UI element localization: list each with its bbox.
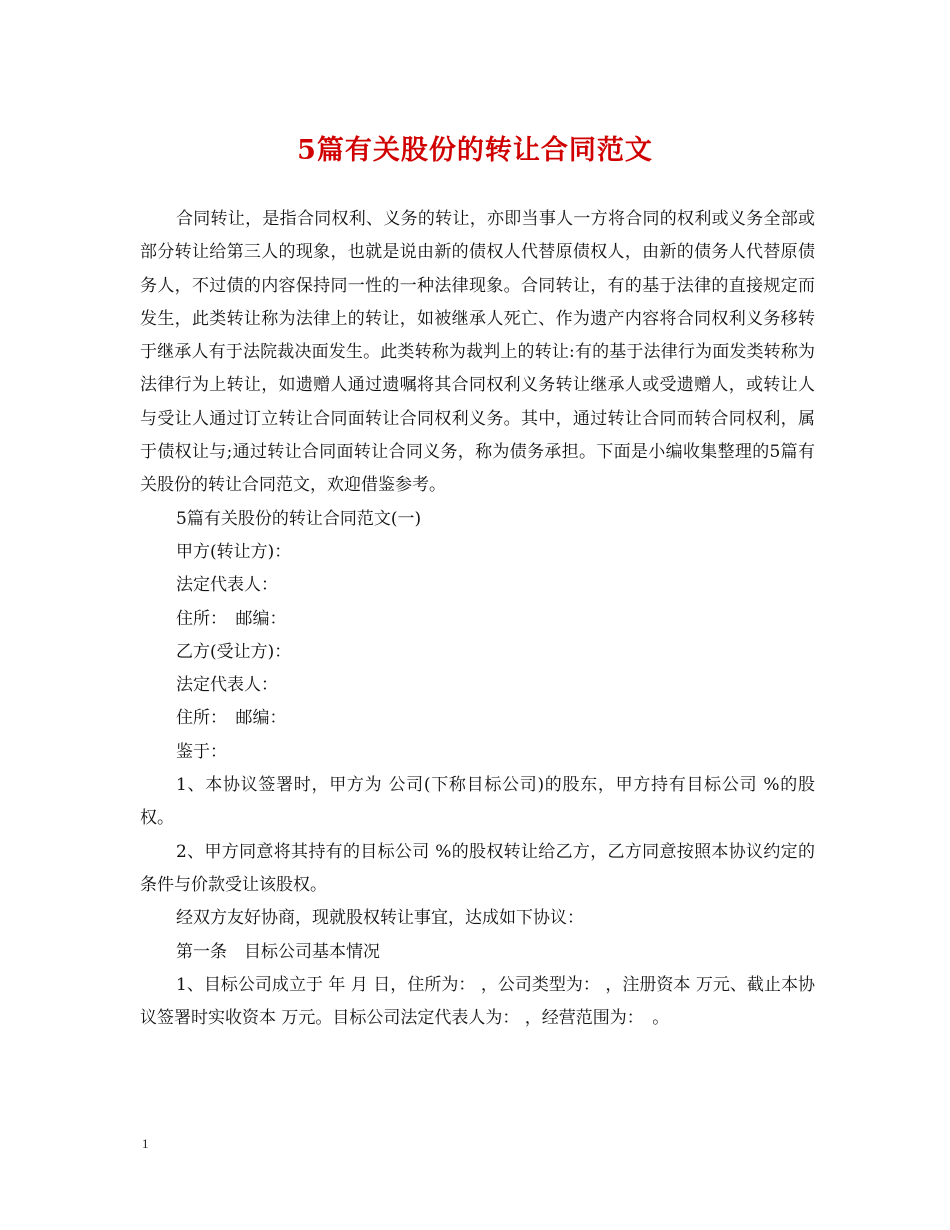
document-title: 5篇有关股份的转让合同范文 (297, 135, 653, 166)
document-body (140, 203, 815, 1035)
intro-paragraph: 合同转让，是指合同权利、义务的转让，亦即当事人一方将合同的权利或义务全部或部分转让给第三人的现象，也就是说由新的债权人代替原债权人，由新的债务人代替原债务人，不过债的内容保持同一性的一种法律现象。合同转让，有的基于法律的直接规定而发生，此类转让称为法律上的转让，如被继承人死亡、作为遗产内容将合同权利义务移转于继承人有于法院裁决面发生。此类转称为裁判上的转让:有的基于法律行为面发类转称为法律行为上转让，如遗赠人通过遗嘱将其合同权利义务转让继承人或受遗赠人，或转让人与受让人通过订立转让合同面转让合同权利义务。其中，通过转让合同而转合同权利，属于债权让与;通过转让合同面转让合同义务，称为债务承担。下面是小编收集整理的5篇有关股份的转让合同范文，欢迎借鉴参考。 (140, 209, 815, 496)
clause-2: 2、甲方同意将其持有的目标公司 %的股权转让给乙方，乙方同意按照本协议约定的条件与价款受让该股权。 (140, 841, 815, 895)
article-1-item-1: 1、目标公司成立于 年 月 日，住所为： ，公司类型为： ，注册资本 万元、截止本协议签署时实收资本 万元。目标公司法定代表人为： ，经营范围为： 。 (140, 974, 815, 1029)
section-heading: 5篇有关股份的转让合同范文(一) (176, 508, 422, 529)
party-b-address: 住所： 邮编： (176, 708, 287, 729)
party-a-representative: 法定代表人： (176, 575, 278, 596)
party-b-representative: 法定代表人： (176, 675, 278, 696)
party-b-label: 乙方(受让方)： (176, 641, 292, 662)
page-number: 1 (142, 1136, 149, 1151)
article-1-heading: 第一条 目标公司基本情况 (176, 941, 380, 962)
whereas-label: 鉴于： (176, 741, 227, 762)
consensus-paragraph: 经双方友好协商，现就股权转让事宜，达成如下协议： (176, 908, 584, 929)
party-a-address: 住所： 邮编： (176, 608, 287, 629)
clause-1: 1、本协议签署时，甲方为 公司(下称目标公司)的股东，甲方持有目标公司 %的股权。 (140, 775, 815, 829)
party-a-label: 甲方(转让方)： (176, 541, 292, 562)
